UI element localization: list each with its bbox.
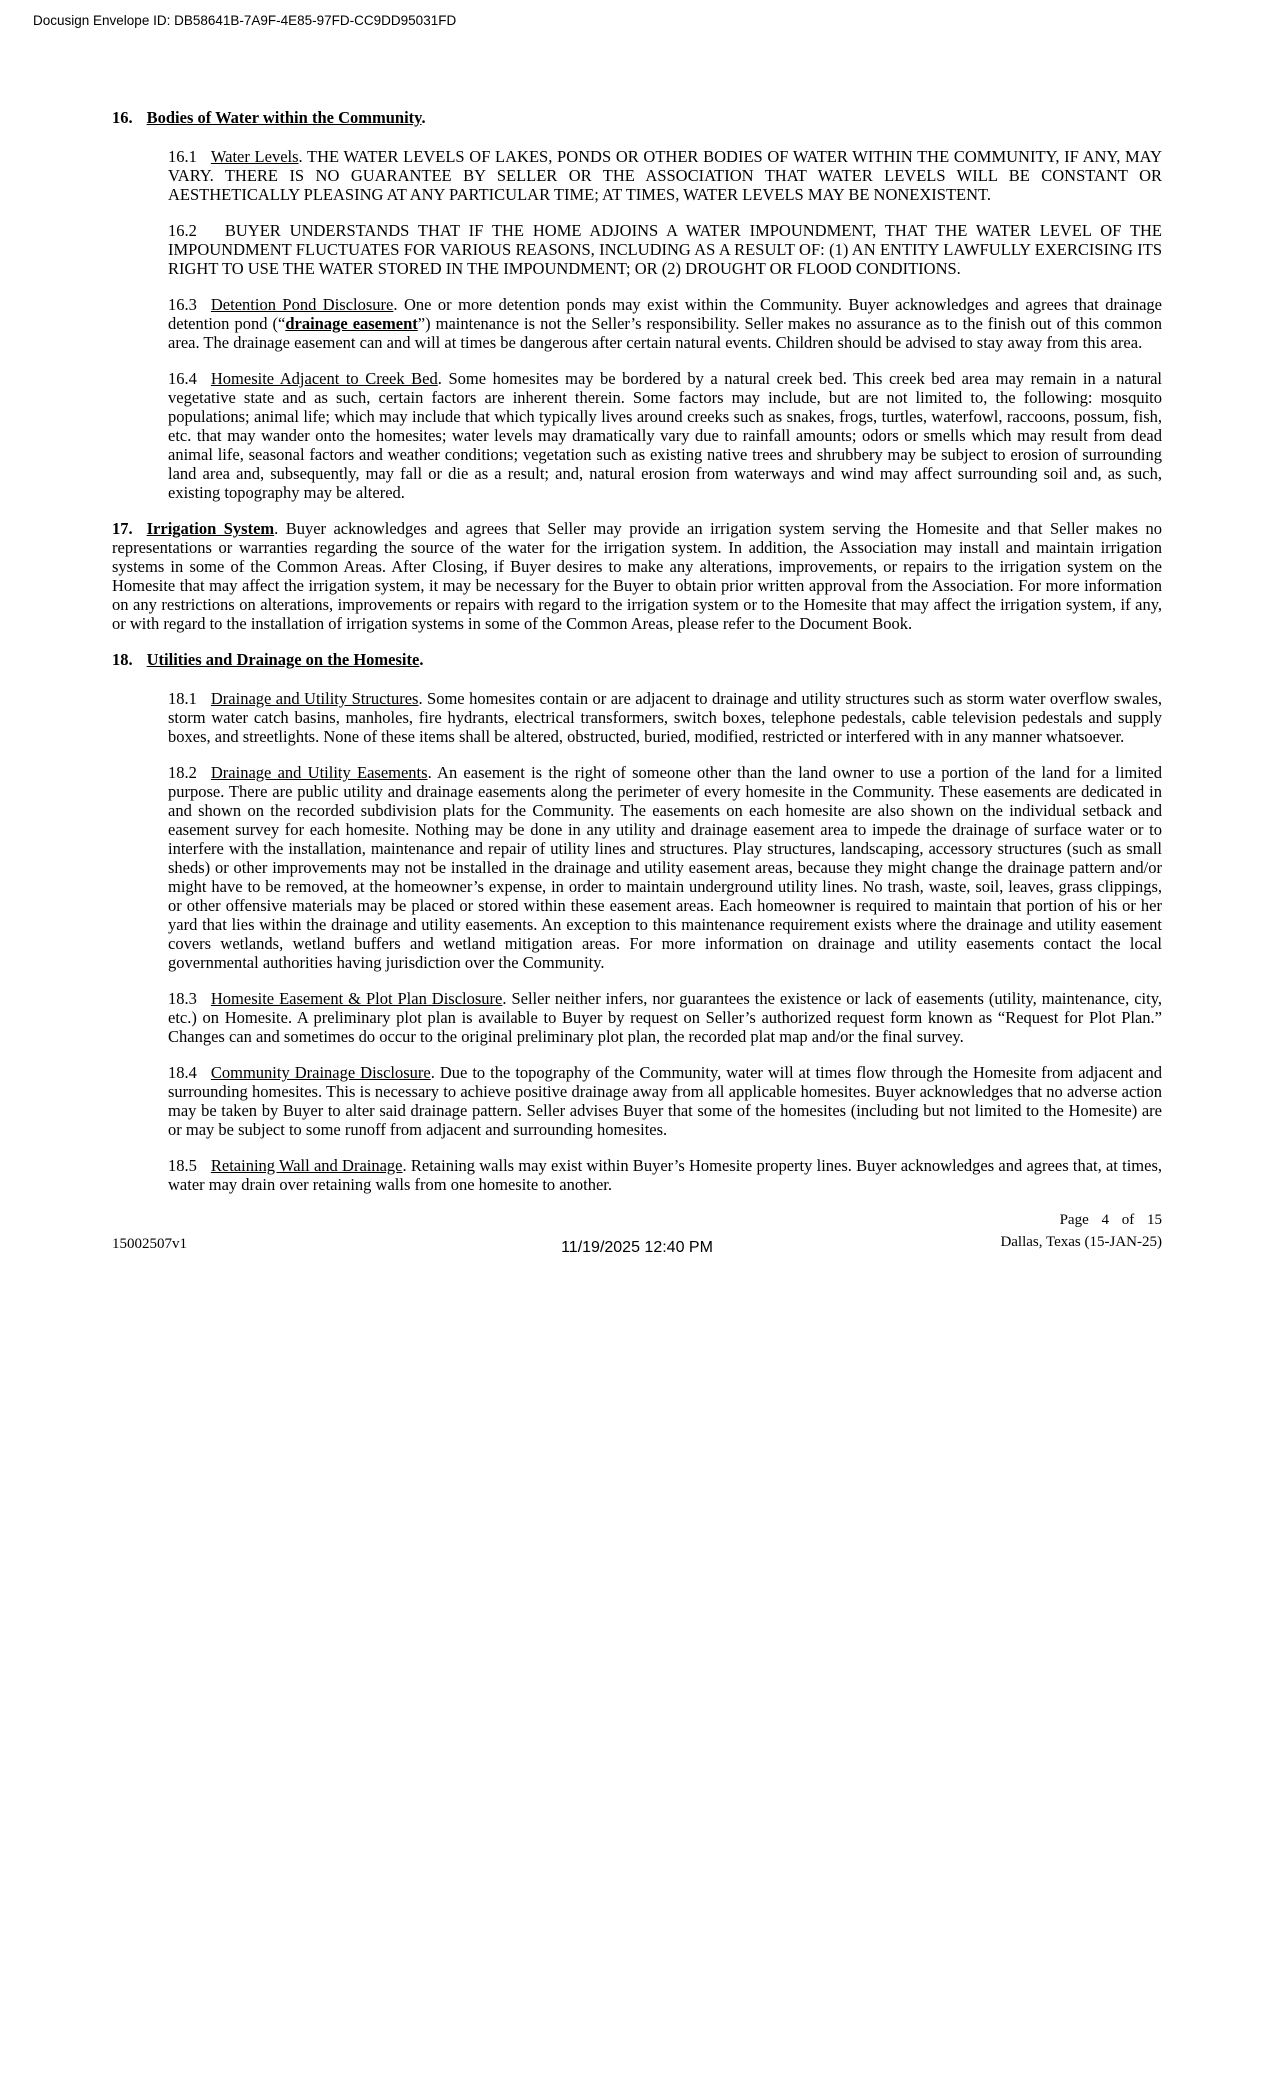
- subsection-16-4: [168, 369, 1162, 502]
- subsection-18-3: [168, 989, 1162, 1046]
- subsection-number: 18.5: [168, 1156, 197, 1175]
- subsection-number: 16.3: [168, 295, 197, 314]
- subsection-18-4: [168, 1063, 1162, 1139]
- subsection-heading: Community Drainage Disclosure: [210, 1063, 431, 1082]
- subsection-heading: Retaining Wall and Drainage: [210, 1156, 403, 1175]
- subsection-body: . An easement is the right of someone other than the land owner to use a portion of the land for a limited purpose. There are public utility and drainage easements along the perimeter of every homesite in the Community. These easements are dedicated in and shown on the recorded subdivision plats for the Community. The easements on each homesite are also shown on the individual setback and easement survey for each homesite. Nothing may be done in any utility and drainage easement area to impede the drainage of surface water or to interfere with the installation, maintenance and repair of utility lines and structures. Play structures, landscaping, accessory structures (such as small sheds) or other improvements may not be installed in the drainage and utility easement areas, because they might change the drainage pattern and/or might have to be removed, at the homeowner’s expense, in order to maintain underground utility lines. No trash, waste, soil, leaves, grass clippings, or other offensive materials may be placed or stored within these easement areas. Each homeowner is required to maintain that portion of his or her yard that lies within the drainage and utility easements. An exception to this maintenance requirement exists where the drainage and utility easement covers wetlands, wetland buffers and wetland mitigation areas. For more information on drainage and utility easements contact the local governmental authorities having jurisdiction over the Community.: [168, 763, 1163, 972]
- subsection-heading: Drainage and Utility Structures: [210, 689, 419, 708]
- footer-meta-row: [112, 1233, 1162, 1257]
- section-body: . Buyer acknowledges and agrees that Seller may provide an irrigation system serving the Homesite and that Seller makes no representations or warranties regarding the source of the water for the irrigation system. In addition, the Association may install and maintain irrigation systems in some of the Common Areas. After Closing, if Buyer desires to make any alterations, improvements, or repairs to the irrigation system on the Homesite that may affect the irrigation system, it may be necessary for the Buyer to obtain prior written approval from the Association. For more information on any restrictions on alterations, improvements or repairs with regard to the irrigation system or to the Homesite that may affect the irrigation system, if any, or with regard to the installation of irrigation systems in some of the Common Areas, please refer to the Document Book.: [112, 519, 1162, 633]
- section-title-period: .: [419, 650, 424, 669]
- section-18-heading: [112, 650, 1162, 669]
- page-footer: [112, 1211, 1162, 1257]
- subsection-body: . Due to the topography of the Community, water will at times flow through the Homesite from adjacent and surrounding homesites. This is necessary to achieve positive drainage away from all applicable homesites. Buyer acknowledges that no adverse action may be taken by Buyer to alter said drainage pattern. Seller advises Buyer that some of the homesites (including but not limited to the Homesite) are or may be subject to some runoff from adjacent and surrounding homesites.: [168, 1063, 1162, 1139]
- subsection-number: 18.3: [168, 989, 197, 1008]
- section-title-period: .: [421, 108, 426, 127]
- document-body: [112, 108, 1162, 1257]
- subsection-18-2: [168, 763, 1162, 972]
- location-date: Dallas, Texas (15-JAN-25): [1000, 1234, 1162, 1250]
- subsection-number: 18.2: [168, 763, 197, 782]
- subsection-heading: Detention Pond Disclosure: [210, 295, 394, 314]
- subsection-heading: Drainage and Utility Easements: [210, 763, 428, 782]
- subsection-body: . Seller neither infers, nor guarantees the existence or lack of easements (utility, maintenance, city, etc.) on Homesite. A preliminary plot plan is available to Buyer by request on Seller’s authorized request form known as “Request for Plot Plan.” Changes can and sometimes do occur to the original preliminary plot plan, the recorded plat map and/or the final survey.: [168, 989, 1162, 1046]
- docusign-envelope-id: Docusign Envelope ID: DB58641B-7A9F-4E85-97FD-CC9DD95031FD: [33, 13, 457, 28]
- subsection-number: 16.4: [168, 369, 197, 388]
- subsection-number: 16.2: [168, 221, 197, 240]
- subsection-body: BUYER UNDERSTANDS THAT IF THE HOME ADJOINS A WATER IMPOUNDMENT, THAT THE WATER LEVEL OF THE IMPOUNDMENT FLUCTUATES FOR VARIOUS REASONS, INCLUDING AS A RESULT OF: (1) AN ENTITY LAWFULLY EXERCISING ITS RIGHT TO USE THE WATER STORED IN THE IMPOUNDMENT; OR (2) DROUGHT OR FLOOD CONDITIONS.: [168, 221, 1162, 278]
- subsection-number: 16.1: [168, 147, 197, 166]
- subsection-16-3: [168, 295, 1162, 352]
- subsection-body: . Some homesites may be bordered by a natural creek bed. This creek bed area may remain in a natural vegetative state and as such, certain factors are inherent therein. Some factors may include, but are not limited to, the following: mosquito populations; animal life; which may include that which typically lives around creeks such as snakes, frogs, turtles, waterfowl, raccoons, possum, fish, etc. that may wander onto the homesites; water levels may dramatically vary due to rainfall amounts; odors or smells which may result from dead animal life, seasonal factors and weather conditions; vegetation such as existing native trees and shrubbery may be subject to erosion of surrounding land area and, subsequently, may fall or die as a result; and, natural erosion from waterways and wind may affect surrounding soil and, as such, existing topography may be altered.: [168, 369, 1162, 502]
- section-17: [112, 519, 1162, 633]
- document-reference: 15002507v1: [112, 1236, 187, 1252]
- subsection-heading: Water Levels: [210, 147, 299, 166]
- subsection-number: 18.1: [168, 689, 197, 708]
- subsection-number: 18.4: [168, 1063, 197, 1082]
- section-title: Irrigation System: [146, 519, 275, 538]
- subsection-body: . One or more detention ponds may exist within the Community. Buyer acknowledges and agrees that drainage detention pond (“: [168, 295, 1162, 333]
- subsection-body: . Some homesites contain or are adjacent to drainage and utility structures such as storm water overflow swales, storm water catch basins, manholes, fire hydrants, electrical transformers, switch boxes, telephone pedestals, cable television pedestals and supply boxes, and streetlights. None of these items shall be altered, obstructed, buried, modified, restricted or interfered with in any manner whatsoever.: [168, 689, 1162, 746]
- subsection-18-1: [168, 689, 1162, 746]
- subsection-heading: Homesite Easement & Plot Plan Disclosure: [210, 989, 503, 1008]
- subsection-body: . Retaining walls may exist within Buyer’s Homesite property lines. Buyer acknowledges and agrees that, at times, water may drain over retaining walls from one homesite to another.: [168, 1156, 1163, 1194]
- subsection-18-5: [168, 1156, 1162, 1194]
- section-title: Bodies of Water within the Community: [146, 108, 422, 127]
- section-number: 16.: [112, 108, 133, 127]
- section-number: 18.: [112, 650, 133, 669]
- defined-term: drainage easement: [285, 314, 418, 333]
- page-number: Page 4 of 15: [1059, 1212, 1162, 1228]
- subsection-body: ”) maintenance is not the Seller’s responsibility. Seller makes no assurance as to the finish out of this common area. The drainage easement can and will at times be dangerous after certain natural events. Children should be advised to stay away from this area.: [168, 314, 1162, 352]
- subsection-heading: Homesite Adjacent to Creek Bed: [210, 369, 438, 388]
- section-title: Utilities and Drainage on the Homesite: [146, 650, 420, 669]
- subsection-body: . THE WATER LEVELS OF LAKES, PONDS OR OTHER BODIES OF WATER WITHIN THE COMMUNITY, IF ANY, MAY VARY. THERE IS NO GUARANTEE BY SELLER OR THE ASSOCIATION THAT WATER LEVELS WILL BE CONSTANT OR AESTHETICALLY PLEASING AT ANY PARTICULAR TIME; AT TIMES, WATER LEVELS MAY BE NONEXISTENT.: [168, 147, 1162, 204]
- section-16-heading: [112, 108, 1162, 127]
- subsection-16-2: [168, 221, 1162, 278]
- subsection-16-1: [168, 147, 1162, 204]
- datetime-stamp: 11/19/2025 12:40 PM: [561, 1239, 713, 1256]
- section-number: 17.: [112, 519, 133, 538]
